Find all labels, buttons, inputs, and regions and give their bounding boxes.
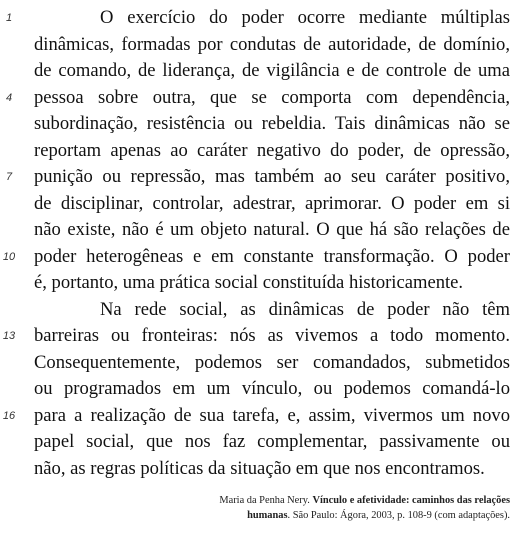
- paragraph-2-line: ou programados em um vínculo, ou podemos comandá-lo: [34, 378, 510, 399]
- citation-publication: . São Paulo: Ágora, 2003, p. 108-9 (com adaptações).: [287, 510, 510, 521]
- paragraph-1-line: poder heterogêneas e em constante transformação. O poder: [34, 245, 510, 267]
- citation-title-part-2: humanas: [247, 510, 288, 521]
- citation-title-part-1: Vínculo e afetividade: caminhos das relações: [312, 495, 510, 506]
- citation-line-1: [150, 493, 510, 508]
- paragraph-1-line: não existe, não é um objeto natural. O que há são relações de: [34, 219, 510, 240]
- citation-author: Maria da Penha Nery.: [219, 495, 310, 506]
- line-number-16: 16: [2, 409, 16, 422]
- paragraph-1-line: pessoa sobre outra, que se comporta com dependência,: [34, 86, 510, 108]
- source-citation: [150, 493, 510, 523]
- paragraph-2-line: Consequentemente, podemos ser comandados, submetidos: [34, 351, 510, 373]
- paragraph-2-line: Na rede social, as dinâmicas de poder não têm: [100, 298, 510, 320]
- paragraph-2-line: para a realização de sua tarefa, e, assim, vivermos um novo: [34, 404, 510, 426]
- paragraph-1-line: punição ou repressão, mas também ao seu caráter positivo,: [34, 166, 510, 187]
- citation-line-2: [150, 508, 510, 523]
- line-number-4: 4: [5, 91, 13, 104]
- paragraph-1-line: de comando, de liderança, de vigilância e de controle de uma: [34, 60, 510, 81]
- line-number-1: 1: [5, 12, 13, 24]
- paragraph-2-last-line: não, as regras políticas da situação em que nos encontramos.: [34, 457, 485, 479]
- paragraph-1-last-line: é, portanto, uma prática social constituída historicamente.: [34, 272, 464, 293]
- paragraph-2-line: barreiras ou fronteiras: nós as vivemos a todo momento.: [34, 325, 510, 346]
- line-number-7: 7: [5, 171, 13, 183]
- line-number-10: 10: [2, 250, 16, 263]
- paragraph-1-line: O exercício do poder ocorre mediante múltiplas: [100, 7, 510, 28]
- line-number-13: 13: [2, 330, 16, 342]
- paragraph-1-line: subordinação, resistência ou rebeldia. Tais dinâmicas não se: [34, 113, 510, 134]
- paragraph-1-line: de disciplinar, controlar, adestrar, aprimorar. O poder em si: [34, 192, 510, 214]
- paragraph-1-line: dinâmicas, formadas por condutas de autoridade, de domínio,: [34, 33, 510, 55]
- paragraph-2-line: papel social, que nos faz complementar, passivamente ou: [34, 431, 510, 452]
- paragraph-1-line: reportam apenas ao caráter negativo do poder, de opressão,: [34, 139, 510, 161]
